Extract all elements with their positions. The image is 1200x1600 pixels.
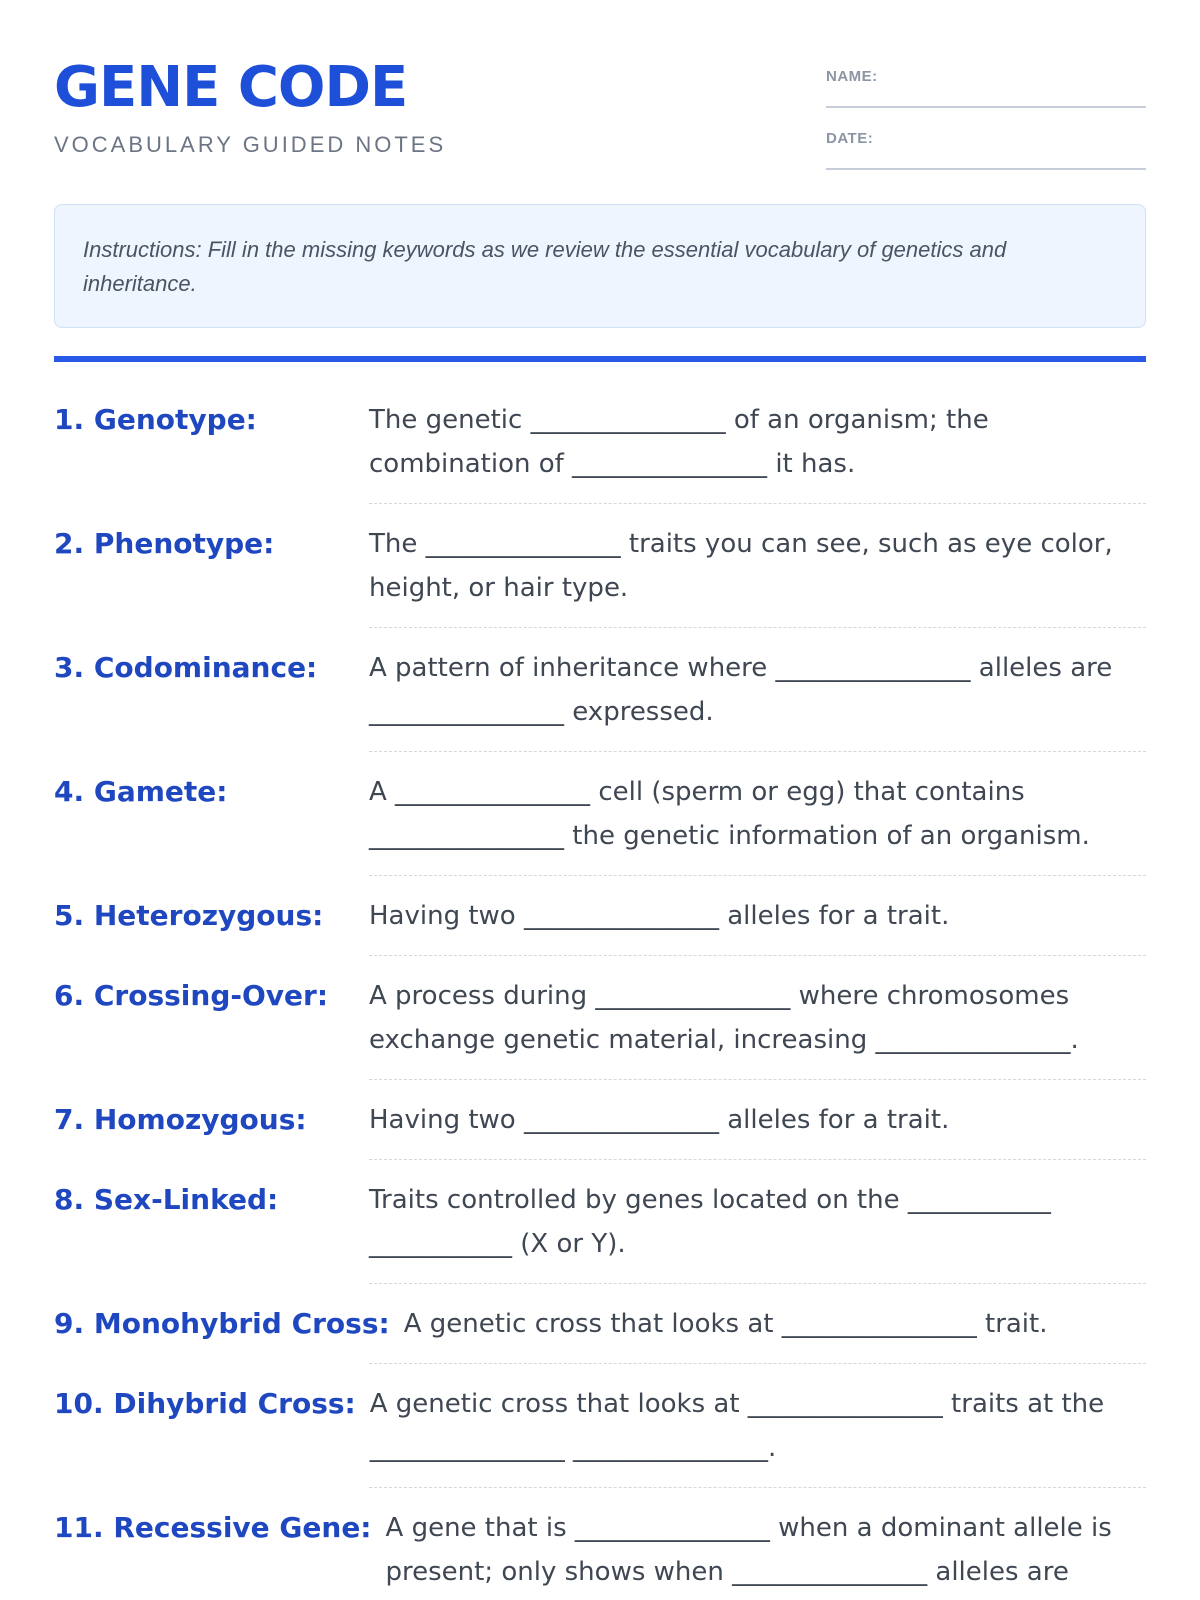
vocab-entry-monohybrid-cross — [54, 1302, 1146, 1364]
name-field[interactable] — [826, 68, 1146, 108]
date-field[interactable] — [826, 130, 1146, 170]
vocab-definition: A genetic cross that looks at _______________ traits at the _______________ _______________. — [369, 1389, 1105, 1463]
vocab-term: 1. Genotype: — [54, 403, 257, 436]
vocab-term: 7. Homozygous: — [54, 1103, 307, 1136]
page-subtitle: VOCABULARY GUIDED NOTES — [54, 132, 447, 157]
vocab-definition: A _______________ cell (sperm or egg) that contains _______________ the genetic information of an organism. — [369, 777, 1090, 851]
vocab-term: 9. Monohybrid Cross: — [54, 1307, 390, 1340]
vocab-entry-genotype — [54, 398, 1146, 504]
vocab-entry-heterozygous — [54, 894, 1146, 956]
date-label: DATE: — [826, 130, 874, 147]
vocab-entry-homozygous — [54, 1098, 1146, 1160]
vocab-entry-gamete — [54, 770, 1146, 876]
vocab-entry-codominance — [54, 646, 1146, 752]
vocab-definition: A genetic cross that looks at _______________ trait. — [403, 1309, 1048, 1339]
vocab-definition: A process during _______________ where chromosomes exchange genetic material, increasing _______________. — [369, 981, 1079, 1055]
vocab-entry-phenotype — [54, 522, 1146, 628]
vocabulary-list — [54, 398, 1146, 1600]
vocab-term: 10. Dihybrid Cross: — [54, 1387, 356, 1420]
vocab-definition: Traits controlled by genes located on the ___________ ___________ (X or Y). — [369, 1185, 1051, 1259]
vocab-entry-sex-linked — [54, 1178, 1146, 1284]
name-label: NAME: — [826, 68, 878, 85]
vocab-definition: The genetic _______________ of an organism; the combination of _______________ it has. — [369, 405, 989, 479]
vocab-term: 5. Heterozygous: — [54, 899, 324, 932]
vocab-definition: A pattern of inheritance where _______________ alleles are _______________ expressed. — [369, 653, 1113, 727]
student-info — [826, 68, 1146, 192]
vocab-definition: Having two _______________ alleles for a trait. — [369, 1105, 950, 1135]
vocab-term: 2. Phenotype: — [54, 527, 275, 560]
header — [54, 0, 1146, 200]
vocab-definition: The _______________ traits you can see, such as eye color, height, or hair type. — [369, 529, 1113, 603]
vocab-term: 4. Gamete: — [54, 775, 228, 808]
vocab-entry-crossing-over — [54, 974, 1146, 1080]
vocab-term: 3. Codominance: — [54, 651, 318, 684]
section-divider — [54, 356, 1146, 362]
instructions-box — [54, 204, 1146, 328]
vocab-term: 8. Sex-Linked: — [54, 1183, 279, 1216]
instructions-text: Instructions: Fill in the missing keywords as we review the essential vocabulary of genetics and inheritance. — [83, 237, 1007, 296]
vocab-entry-dihybrid-cross — [54, 1382, 1146, 1488]
vocab-definition: A gene that is _______________ when a dominant allele is present; only shows when _______________ alleles are — [385, 1513, 1112, 1587]
vocab-term: 6. Crossing-Over: — [54, 979, 329, 1012]
vocab-term: 11. Recessive Gene: — [54, 1511, 372, 1544]
vocab-entry-recessive-gene — [54, 1506, 1146, 1600]
vocab-definition: Having two _______________ alleles for a trait. — [369, 901, 950, 931]
page-title: GENE CODE — [54, 55, 408, 120]
